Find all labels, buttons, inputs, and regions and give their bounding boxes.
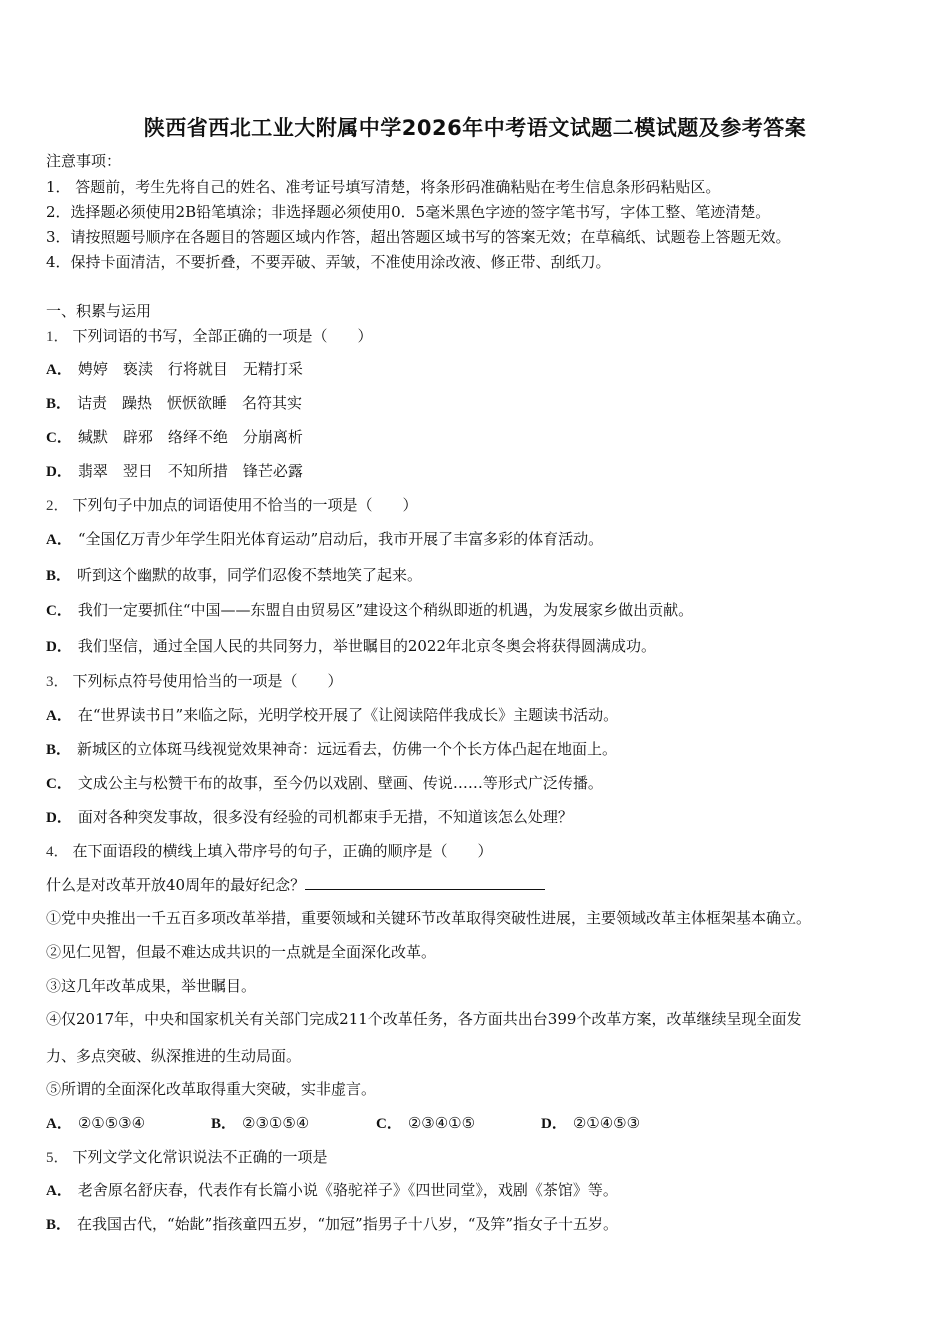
q4-sentence: ②见仁见智，但最不难达成共识的一点就是全面深化改革。 xyxy=(46,943,437,961)
option-label: A． xyxy=(46,1116,72,1132)
q4-option-d xyxy=(541,1113,640,1134)
q4-option-a xyxy=(46,1113,211,1134)
option-label: B． xyxy=(46,1217,72,1233)
option-text: 老舍原名舒庆春，代表作有长篇小说《骆驼祥子》《四世同堂》，戏剧《茶馆》等。 xyxy=(77,1181,618,1199)
q4-sentence: ③这几年改革成果，举世瞩目。 xyxy=(46,977,257,995)
q1-option-b xyxy=(46,393,302,414)
q2-option-a xyxy=(46,529,603,550)
page-title: 陕西省西北工业大附属中学2026年中考语文试题二模试题及参考答案 xyxy=(143,116,807,140)
q3-option-d xyxy=(46,807,573,828)
q3-option-b xyxy=(46,739,617,760)
q4-option-b xyxy=(211,1113,376,1134)
q1-option-c xyxy=(46,427,303,448)
option-text: 听到这个幽默的故事，同学们忍俊不禁地笑了起来。 xyxy=(77,566,423,584)
option-text: ②①⑤③④ xyxy=(77,1114,146,1132)
option-label: D． xyxy=(46,810,72,826)
q2-option-c xyxy=(46,600,693,621)
option-text: 新城区的立体斑马线视觉效果神奇：远远看去，仿佛一个个长方体凸起在地面上。 xyxy=(77,740,618,758)
option-label: D． xyxy=(46,639,72,655)
option-text: 在“世界读书日”来临之际，光明学校开展了《让阅读陪伴我成长》主题读书活动。 xyxy=(77,706,619,724)
question-number: 5． xyxy=(46,1150,69,1166)
q4-option-c xyxy=(376,1113,541,1134)
option-label: C． xyxy=(46,430,72,446)
option-label: B． xyxy=(46,396,72,412)
notice-heading: 注意事项： xyxy=(46,152,122,170)
notice-item: 4．保持卡面清洁，不要折叠，不要弄破、弄皱，不准使用涂改液、修正带、刮纸刀。 xyxy=(46,253,611,271)
notice-item: 3．请按照题号顺序在各题目的答题区域内作答，超出答题区域书写的答案无效；在草稿纸、试题卷上答题无效。 xyxy=(46,228,791,246)
q1-option-a xyxy=(46,359,303,380)
q4-sentence: 力、多点突破、纵深推进的生动局面。 xyxy=(46,1047,302,1065)
option-text: 文成公主与松赞干布的故事，至今仍以戏剧、壁画、传说……等形式广泛传播。 xyxy=(77,774,603,792)
question-text: 在下面语段的横线上填入带序号的句子，正确的顺序是（ ） xyxy=(72,842,493,860)
q3-option-c xyxy=(46,773,603,794)
option-text: ②③①⑤④ xyxy=(242,1114,310,1132)
option-text: 娉婷 亵渎 行将就目 无精打采 xyxy=(77,360,303,378)
q3-option-a xyxy=(46,705,618,726)
option-label: B． xyxy=(46,568,72,584)
q2-option-d xyxy=(46,636,656,657)
option-text: 缄默 辟邪 络绎不绝 分崩离析 xyxy=(77,428,303,446)
question-text: 下列文学文化常识说法不正确的一项是 xyxy=(72,1148,328,1166)
option-label: B． xyxy=(211,1116,237,1132)
answer-blank xyxy=(305,875,545,890)
q4-sentence: ⑤所谓的全面深化改革取得重大突破，实非虚言。 xyxy=(46,1080,377,1098)
option-label: A． xyxy=(46,1183,72,1199)
q4-sentence: ④仅2017年，中央和国家机关有关部门完成211个改革任务，各方面共出台399个改革方案，改革继续呈现全面发 xyxy=(46,1010,802,1028)
option-label: C． xyxy=(46,776,72,792)
q4-sentence: ①党中央推出一千五百多项改革举措，重要领域和关键环节改革取得突破性进展，主要领域改革主体框架基本确立。 xyxy=(46,909,812,927)
question-2-stem xyxy=(46,495,418,516)
option-text: ②③④①⑤ xyxy=(407,1114,476,1132)
prompt-text: 什么是对改革开放40周年的最好纪念？ xyxy=(46,876,306,894)
option-label: D． xyxy=(541,1116,567,1132)
option-label: A． xyxy=(46,708,72,724)
question-number: 1． xyxy=(46,329,69,345)
question-text: 下列标点符号使用恰当的一项是（ ） xyxy=(72,672,343,690)
option-text: “全国亿万青少年学生阳光体育运动”启动后，我市开展了丰富多彩的体育活动。 xyxy=(77,530,604,548)
q2-option-b xyxy=(46,565,422,586)
notice-item: 2．选择题必须使用2B铅笔填涂；非选择题必须使用0．5毫米黑色字迹的签字笔书写，字体工整、笔迹清楚。 xyxy=(46,203,771,221)
option-text: ②①④⑤③ xyxy=(572,1114,641,1132)
option-label: B． xyxy=(46,742,72,758)
notice-item: 1． 答题前，考生先将自己的姓名、准考证号填写清楚，将条形码准确粘贴在考生信息条形码粘贴区。 xyxy=(46,178,721,196)
option-text: 我们坚信，通过全国人民的共同努力，举世瞩目的2022年北京冬奥会将获得圆满成功。 xyxy=(77,637,657,655)
option-text: 在我国古代，“始龀”指孩童四五岁，“加冠”指男子十八岁，“及笄”指女子十五岁。 xyxy=(77,1215,619,1233)
question-number: 2． xyxy=(46,498,69,514)
q1-option-d xyxy=(46,461,303,482)
q5-option-b xyxy=(46,1214,618,1235)
q4-options-row xyxy=(46,1113,640,1134)
question-1-stem xyxy=(46,326,373,347)
option-text: 我们一定要抓住“中国——东盟自由贸易区”建设这个稍纵即逝的机遇，为发展家乡做出贡献。 xyxy=(77,601,694,619)
question-number: 4． xyxy=(46,844,69,860)
section-heading: 一、积累与运用 xyxy=(46,302,152,320)
question-text: 下列句子中加点的词语使用不恰当的一项是（ ） xyxy=(72,496,418,514)
option-text: 面对各种突发事故，很多没有经验的司机都束手无措，不知道该怎么处理？ xyxy=(77,808,573,826)
option-label: C． xyxy=(46,603,72,619)
q4-prompt xyxy=(46,875,545,895)
option-text: 翡翠 翌日 不知所措 锋芒必露 xyxy=(77,462,303,480)
q5-option-a xyxy=(46,1180,618,1201)
option-label: A． xyxy=(46,532,72,548)
option-label: C． xyxy=(376,1116,402,1132)
option-label: D． xyxy=(46,464,72,480)
question-number: 3． xyxy=(46,674,69,690)
question-3-stem xyxy=(46,671,343,692)
option-label: A． xyxy=(46,362,72,378)
question-text: 下列词语的书写，全部正确的一项是（ ） xyxy=(72,327,373,345)
question-5-stem xyxy=(46,1147,328,1168)
option-text: 诘责 躁热 恹恹欲睡 名符其实 xyxy=(77,394,303,412)
question-4-stem xyxy=(46,841,493,862)
